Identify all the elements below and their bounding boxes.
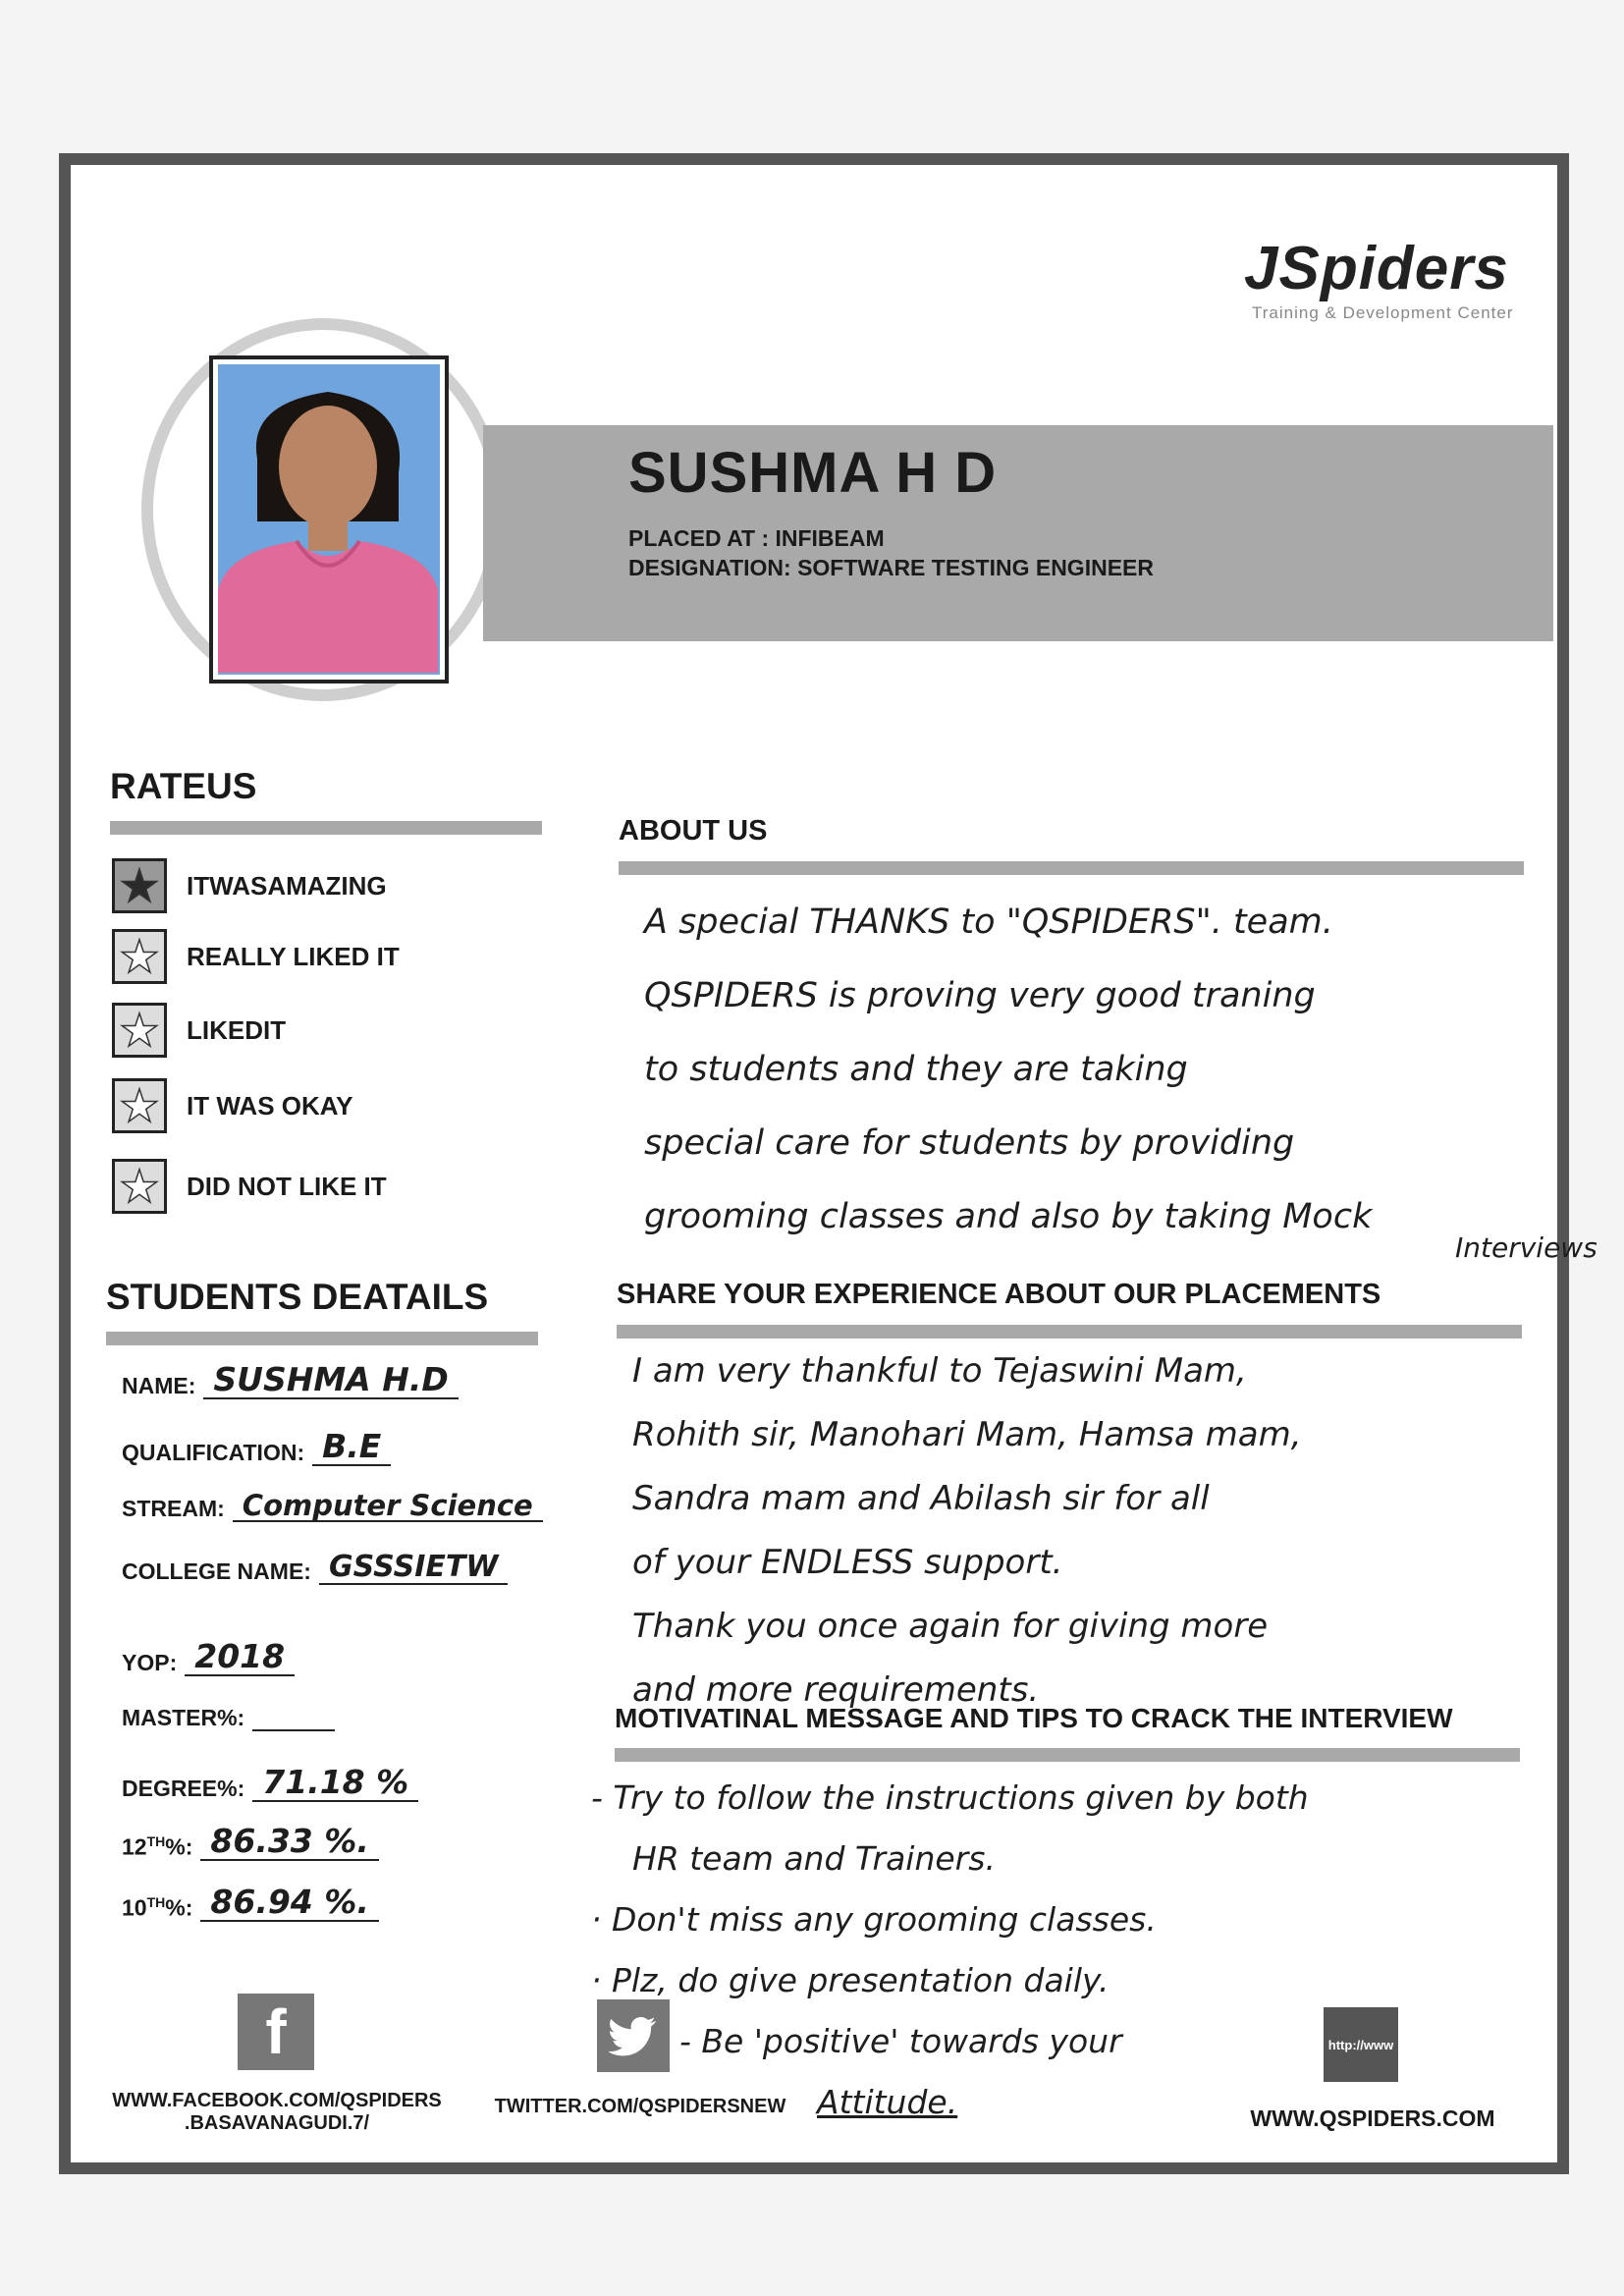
name-value: SUSHMA H.D: [203, 1363, 458, 1399]
about-line: to students and they are taking: [644, 1050, 1188, 1089]
star-outline-icon: ★: [112, 1078, 167, 1133]
twitter-bird-icon: [609, 2015, 658, 2056]
tips-line: · Don't miss any grooming classes.: [591, 1900, 1157, 1939]
about-line: QSPIDERS is proving very good traning: [644, 976, 1316, 1015]
star-outline-icon: ★: [112, 929, 167, 984]
facebook-url: WWW.FACEBOOK.COM/QSPIDERS: [112, 2090, 442, 2111]
twelfth-field: [122, 1822, 379, 1861]
rating-option-did-not-like[interactable]: [112, 1159, 387, 1214]
name-field: [122, 1360, 459, 1399]
experience-line: Sandra mam and Abilash sir for all: [632, 1479, 1210, 1518]
qualification-value: B.E: [312, 1430, 391, 1466]
stream-field: [122, 1491, 543, 1522]
stream-value: Computer Science: [233, 1491, 543, 1522]
about-line: special care for students by providing: [644, 1123, 1295, 1163]
rating-label: IT WAS OKAY: [187, 1090, 353, 1121]
designation: DESIGNATION: SOFTWARE TESTING ENGINEER: [628, 555, 1154, 580]
tips-line: - Try to follow the instructions given by both: [591, 1778, 1309, 1817]
twelfth-label: 12TH%:: [122, 1832, 193, 1860]
yop-field: [122, 1637, 295, 1676]
tips-line: - Be 'positive' towards your: [679, 2022, 1122, 2060]
qualification-label: QUALIFICATION:: [122, 1439, 305, 1465]
twitter-url: TWITTER.COM/QSPIDERSNEW: [494, 2096, 786, 2117]
rate-us-title: RATEUS: [110, 766, 257, 806]
rate-us-rule: [110, 821, 542, 835]
tips-rule: [615, 1748, 1520, 1762]
facebook-url-suffix: .BASAVANAGUDI.7/: [184, 2112, 370, 2134]
master-value: [252, 1729, 335, 1731]
tips-title: MOTIVATINAL MESSAGE AND TIPS TO CRACK THE INTERVIEW: [615, 1703, 1453, 1733]
experience-line: of your ENDLESS support.: [632, 1543, 1063, 1582]
web-icon[interactable]: http://www: [1324, 2007, 1398, 2082]
about-us-rule: [619, 861, 1524, 875]
website-link[interactable]: [1225, 2105, 1520, 2132]
rating-option-amazing[interactable]: [112, 858, 387, 913]
degree-label: DEGREE%:: [122, 1775, 245, 1801]
tips-line: Attitude.: [817, 2083, 958, 2121]
degree-field: [122, 1763, 418, 1802]
about-us-section: [619, 815, 1524, 875]
about-overflow-word: Interviews: [1455, 1231, 1597, 1264]
facebook-icon[interactable]: f: [238, 1994, 314, 2070]
logo-brand: JSpiders: [1244, 235, 1509, 302]
name-label: NAME:: [122, 1372, 196, 1398]
about-us-text: [644, 886, 1528, 1254]
tips-line: · Plz, do give presentation daily.: [591, 1961, 1110, 1999]
twelfth-value: 86.33 %.: [200, 1825, 378, 1861]
rating-option-okay[interactable]: [112, 1078, 353, 1133]
tenth-label: 10TH%:: [122, 1893, 193, 1921]
rating-label: REALLY LIKED IT: [187, 941, 400, 971]
rating-option-liked[interactable]: [112, 1003, 286, 1058]
placed-at: PLACED AT : INFIBEAM: [628, 525, 885, 551]
rating-label: DID NOT LIKE IT: [187, 1171, 387, 1201]
students-details-title: STUDENTS DEATAILS: [106, 1277, 489, 1317]
tenth-value: 86.94 %.: [200, 1886, 378, 1922]
yop-value: 2018: [185, 1640, 295, 1676]
experience-line: Rohith sir, Manohari Mam, Hamsa mam,: [632, 1415, 1302, 1454]
rating-option-really-liked[interactable]: [112, 929, 400, 984]
tips-line: HR team and Trainers.: [632, 1839, 996, 1878]
student-photo: [209, 355, 449, 683]
twitter-icon[interactable]: [597, 1999, 670, 2072]
qualification-field: [122, 1427, 391, 1466]
experience-text: [632, 1339, 1516, 1722]
experience-line: and more requirements.: [632, 1670, 1040, 1710]
yop-label: YOP:: [122, 1649, 178, 1675]
star-outline-icon: ★: [112, 1003, 167, 1058]
master-label: MASTER%:: [122, 1705, 245, 1730]
portrait-image: [218, 364, 438, 673]
jspiders-logo: [1244, 234, 1539, 323]
twitter-link[interactable]: [483, 2096, 797, 2118]
experience-line: I am very thankful to Tejaswini Mam,: [632, 1351, 1247, 1391]
about-us-title: ABOUT US: [619, 815, 768, 847]
tips-section: [615, 1703, 1520, 1762]
college-value: GSSSIETW: [319, 1552, 509, 1585]
placement-card: [59, 153, 1597, 2174]
students-details-section: [106, 1277, 538, 1345]
logo-tagline: Training & Development Center: [1252, 303, 1514, 322]
about-line: A special THANKS to "QSPIDERS". team.: [644, 902, 1333, 942]
master-field: [122, 1705, 335, 1731]
rating-label: ITWASAMAZING: [187, 870, 387, 901]
college-field: [122, 1552, 508, 1585]
college-label: COLLEGE NAME:: [122, 1558, 311, 1584]
star-filled-icon: ★: [112, 858, 167, 913]
tenth-field: [122, 1883, 379, 1922]
student-name: SUSHMA H D: [628, 441, 998, 505]
facebook-link[interactable]: [100, 2090, 454, 2135]
rate-us-section: [110, 766, 542, 835]
experience-title: SHARE YOUR EXPERIENCE ABOUT OUR PLACEMENTS: [617, 1279, 1381, 1310]
experience-line: Thank you once again for giving more: [632, 1607, 1269, 1646]
degree-value: 71.18 %: [252, 1766, 418, 1802]
website-url: WWW.QSPIDERS.COM: [1250, 2105, 1495, 2131]
star-outline-icon: ★: [112, 1159, 167, 1214]
about-line: grooming classes and also by taking Mock: [644, 1197, 1373, 1236]
experience-section: [617, 1279, 1522, 1339]
students-details-rule: [106, 1332, 538, 1345]
stream-label: STREAM:: [122, 1496, 225, 1522]
experience-rule: [617, 1325, 1522, 1339]
rating-label: LIKEDIT: [187, 1014, 287, 1045]
